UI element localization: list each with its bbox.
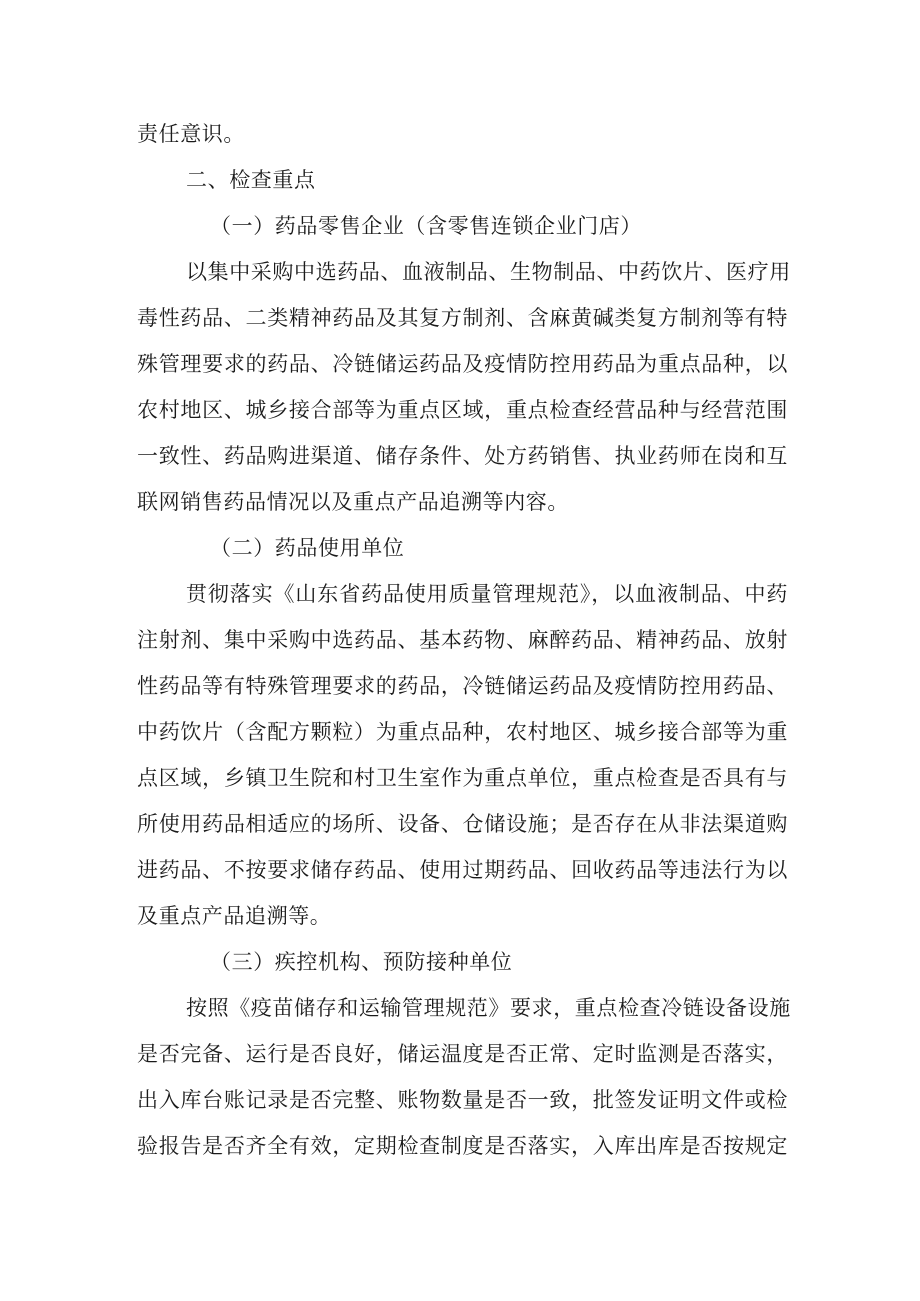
text-line: 中药饮片（含配方颗粒）为重点品种，农村地区、城乡接合部等为重 — [137, 720, 788, 744]
text-line: 是否完备、运行是否良好，储运温度是否正常、定时监测是否落实， — [137, 1042, 788, 1066]
text-line: 联网销售药品情况以及重点产品追溯等内容。 — [137, 490, 569, 514]
text-line: 毒性药品、二类精神药品及其复方制剂、含麻黄碱类复方制剂等有特 — [137, 306, 788, 330]
text-line: 及重点产品追溯等。 — [137, 904, 332, 928]
text-line: 点区域，乡镇卫生院和村卫生室作为重点单位，重点检查是否具有与 — [137, 766, 788, 790]
text-line: 以集中采购中选药品、血液制品、生物制品、中药饮片、医疗用 — [186, 260, 791, 284]
subsection-heading: （二）药品使用单位 — [210, 536, 405, 560]
text-line: 出入库台账记录是否完整、账物数量是否一致，批签发证明文件或检 — [137, 1088, 788, 1112]
section-heading: 二、检查重点 — [186, 168, 316, 192]
text-line: 贯彻落实《山东省药品使用质量管理规范》，以血液制品、中药 — [186, 582, 788, 606]
text-line: 一致性、药品购进渠道、储存条件、处方药销售、执业药师在岗和互 — [137, 444, 788, 468]
text-line: 进药品、不按要求储存药品、使用过期药品、回收药品等违法行为以 — [137, 858, 788, 882]
text-line: 注射剂、集中采购中选药品、基本药物、麻醉药品、精神药品、放射 — [137, 628, 788, 652]
subsection-heading: （一）药品零售企业（含零售连锁企业门店） — [210, 214, 642, 238]
text-line: 按照《疫苗储存和运输管理规范》要求，重点检查冷链设备设施 — [186, 996, 791, 1020]
text-line: 责任意识。 — [137, 122, 245, 146]
text-line: 验报告是否齐全有效，定期检查制度是否落实，入库出库是否按规定 — [137, 1134, 788, 1158]
text-line: 所使用药品相适应的场所、设备、仓储设施；是否存在从非法渠道购 — [137, 812, 788, 836]
text-line: 性药品等有特殊管理要求的药品，冷链储运药品及疫情防控用药品、 — [137, 674, 788, 698]
text-line: 农村地区、城乡接合部等为重点区域，重点检查经营品种与经营范围 — [137, 398, 788, 422]
subsection-heading: （三）疾控机构、预防接种单位 — [210, 950, 513, 974]
text-line: 殊管理要求的药品、冷链储运药品及疫情防控用药品为重点品种，以 — [137, 352, 788, 376]
